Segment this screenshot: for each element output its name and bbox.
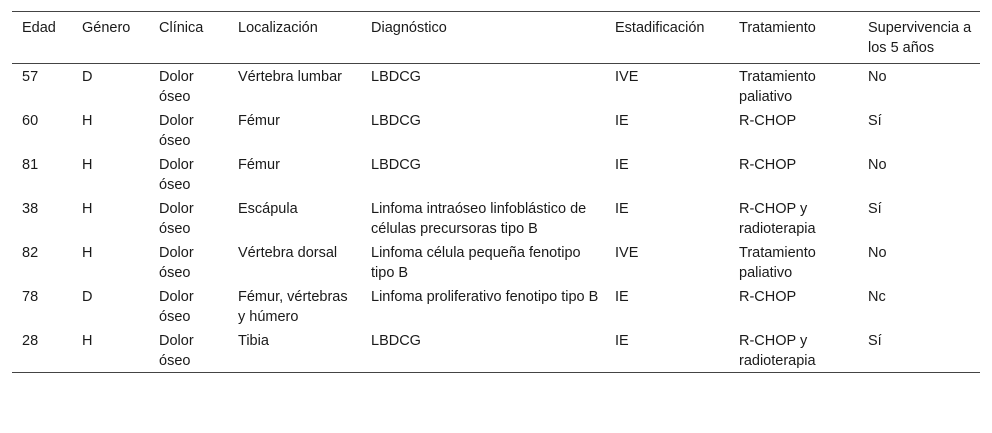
- cell-edad: 57: [22, 69, 39, 85]
- header-tratamiento: Tratamiento: [739, 20, 816, 36]
- cell-tratamiento: R-CHOP y radioterapia: [739, 333, 816, 369]
- cell-clinica: Dolor óseo: [159, 69, 194, 105]
- cell-localizacion: Fémur: [238, 157, 280, 173]
- cell-estadificacion: IE: [615, 289, 629, 305]
- cell-diagnostico: Linfoma proliferativo fenotipo tipo B: [371, 289, 599, 305]
- cell-estadificacion: IE: [615, 157, 629, 173]
- table-row: [12, 196, 980, 240]
- header-localizacion: Localización: [238, 20, 318, 36]
- cell-diagnostico: LBDCG: [371, 113, 421, 129]
- cell-estadificacion: IVE: [615, 69, 639, 85]
- cell-supervivencia: Sí: [868, 113, 882, 129]
- cell-localizacion: Escápula: [238, 201, 298, 217]
- cell-edad: 38: [22, 201, 39, 217]
- header-edad: Edad: [22, 20, 56, 36]
- cell-genero: H: [82, 113, 93, 129]
- cell-supervivencia: Sí: [868, 201, 882, 217]
- cell-clinica: Dolor óseo: [159, 333, 194, 369]
- header-clinica: Clínica: [159, 20, 204, 36]
- cell-genero: H: [82, 157, 93, 173]
- cell-estadificacion: IVE: [615, 245, 639, 261]
- cell-diagnostico: LBDCG: [371, 69, 421, 85]
- cell-genero: H: [82, 201, 93, 217]
- cell-estadificacion: IE: [615, 333, 629, 349]
- cell-supervivencia: No: [868, 69, 887, 85]
- cell-edad: 78: [22, 289, 39, 305]
- table-body: [12, 64, 980, 373]
- cell-diagnostico: Linfoma intraóseo linfoblástico de células precursoras tipo B: [371, 201, 587, 237]
- cell-supervivencia: No: [868, 245, 887, 261]
- cell-clinica: Dolor óseo: [159, 201, 194, 237]
- table-row: [12, 108, 980, 152]
- patients-table: [12, 11, 980, 373]
- cell-clinica: Dolor óseo: [159, 245, 194, 281]
- cell-estadificacion: IE: [615, 201, 629, 217]
- cell-tratamiento: R-CHOP: [739, 113, 797, 129]
- header-row: [12, 12, 980, 64]
- cell-genero: H: [82, 245, 93, 261]
- cell-localizacion: Fémur, vértebras y húmero: [238, 289, 348, 325]
- cell-tratamiento: R-CHOP y radioterapia: [739, 201, 816, 237]
- cell-genero: D: [82, 69, 93, 85]
- cell-supervivencia: No: [868, 157, 887, 173]
- cell-tratamiento: R-CHOP: [739, 289, 797, 305]
- cell-tratamiento: Tratamiento paliativo: [739, 245, 816, 281]
- cell-tratamiento: Tratamiento paliativo: [739, 69, 816, 105]
- header-supervivencia: Supervivencia a los 5 años: [868, 20, 972, 56]
- cell-genero: D: [82, 289, 93, 305]
- table-row: [12, 64, 980, 109]
- header-diagnostico: Diagnóstico: [371, 20, 447, 36]
- cell-edad: 28: [22, 333, 39, 349]
- cell-diagnostico: Linfoma célula pequeña fenotipo tipo B: [371, 245, 581, 281]
- header-genero: Género: [82, 20, 131, 36]
- cell-edad: 81: [22, 157, 39, 173]
- table-row: [12, 152, 980, 196]
- cell-localizacion: Vértebra lumbar: [238, 69, 342, 85]
- table-row: [12, 240, 980, 284]
- cell-estadificacion: IE: [615, 113, 629, 129]
- cell-localizacion: Vértebra dorsal: [238, 245, 338, 261]
- cell-edad: 60: [22, 113, 39, 129]
- cell-localizacion: Fémur: [238, 113, 280, 129]
- cell-clinica: Dolor óseo: [159, 157, 194, 193]
- cell-clinica: Dolor óseo: [159, 289, 194, 325]
- table-row: [12, 328, 980, 373]
- cell-tratamiento: R-CHOP: [739, 157, 797, 173]
- table-header: [12, 12, 980, 64]
- data-table-container: [12, 11, 980, 373]
- cell-diagnostico: LBDCG: [371, 157, 421, 173]
- cell-edad: 82: [22, 245, 39, 261]
- table-row: [12, 284, 980, 328]
- cell-clinica: Dolor óseo: [159, 113, 194, 149]
- cell-genero: H: [82, 333, 93, 349]
- cell-diagnostico: LBDCG: [371, 333, 421, 349]
- cell-supervivencia: Sí: [868, 333, 882, 349]
- cell-supervivencia: Nc: [868, 289, 886, 305]
- cell-localizacion: Tibia: [238, 333, 269, 349]
- header-estadificacion: Estadificación: [615, 20, 705, 36]
